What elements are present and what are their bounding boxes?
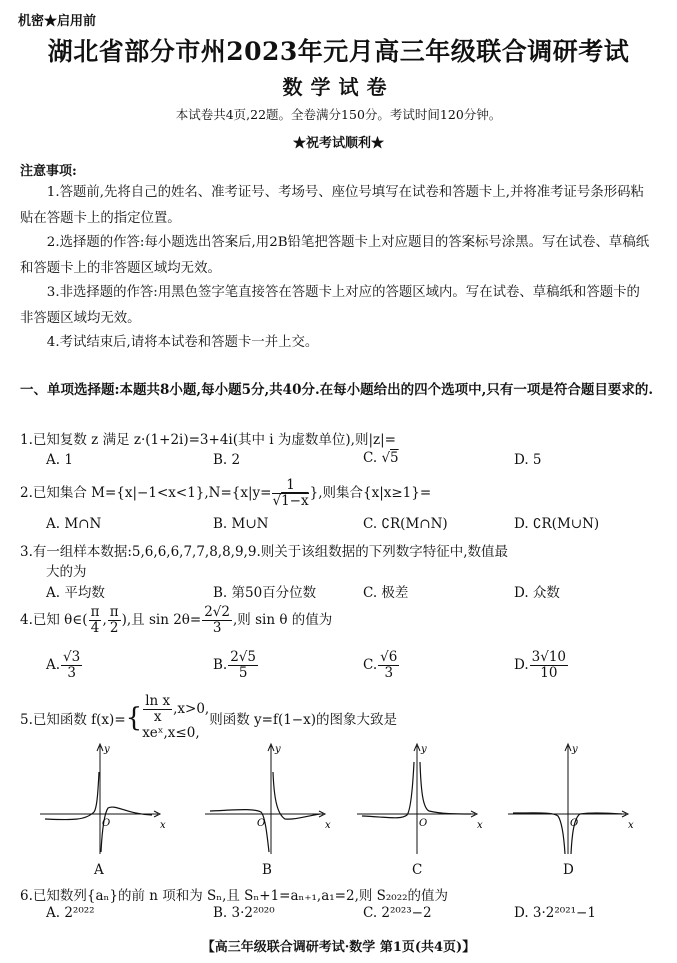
question-3-stem-cont: 大的为 <box>46 564 87 580</box>
q4-option-d: D. $\frac{3√10}{10}$ <box>514 649 567 681</box>
q1-option-b: B. 2 <box>213 452 241 468</box>
origin-label: O <box>257 818 266 829</box>
q4-option-c: C. $\frac{√6}{3}$ <box>363 649 398 681</box>
exam-title: 湖北省部分市州2023年元月高三年级联合调研考试 <box>47 37 630 66</box>
page-footer: 【高三年级联合调研考试·数学 第1页(共4页)】 <box>201 940 476 955</box>
q3-option-d: D. 众数 <box>514 585 560 601</box>
question-3-stem: 3.有一组样本数据:5,6,6,6,7,7,8,8,9,9.则关于该组数据的下列数字特征中,数值最 <box>20 544 509 560</box>
y-axis-label: y <box>104 744 110 755</box>
q3-option-c: C. 极差 <box>363 585 409 601</box>
exam-info: 本试卷共4页,22题。全卷满分150分。考试时间120分钟。 <box>175 107 502 122</box>
graph-b <box>205 742 335 862</box>
question-5-stem: 5.已知函数 f(x)={ $\frac{\text{ln x}}{x}$ ,x>0, xeˣ,x≤0, 则函数 y=f(1−x)的图象大致是 <box>20 693 397 741</box>
graph-label: A <box>94 862 104 878</box>
origin-label: O <box>419 818 428 829</box>
x-axis-label: x <box>477 820 483 831</box>
graph-label: B <box>262 862 272 878</box>
notes-heading: 注意事项: <box>20 164 77 179</box>
q2-option-c: C. ∁R(M∩N) <box>363 516 448 532</box>
q2-option-a: A. M∩N <box>46 516 102 532</box>
graph-c <box>357 742 487 862</box>
q1-option-c: C. √5 <box>363 450 399 466</box>
note-item: 2.选择题的作答:每小题选出答案后,用2B铅笔把答题卡上对应题目的答案标号涂黑。写在试卷、草稿纸和答题卡上的非答题区域均无效。 <box>20 235 650 276</box>
note-item: 1.答题前,先将自己的姓名、准考证号、考场号、座位号填写在试卷和答题卡上,并将准考证号条形码粘贴在答题卡上的指定位置。 <box>20 185 644 226</box>
question-1-stem: 1.已知复数 z 满足 z·(1+2i)=3+4i(其中 i 为虚数单位),则|z|= <box>20 432 396 448</box>
graph-label: D <box>563 862 574 878</box>
good-luck-line: ★祝考试顺利★ <box>292 136 384 151</box>
y-axis-label: y <box>421 744 427 755</box>
question-4-stem: 4.已知 θ∈( $\frac{\pi}{4}$ , $\frac{\pi}{2}$ ),且 sin 2θ= $\frac{2√2}{3}$ ,则 sin θ 的值为 <box>20 604 333 636</box>
graph-d <box>508 742 638 862</box>
origin-label: O <box>570 818 579 829</box>
q3-option-a: A. 平均数 <box>46 585 105 601</box>
y-axis-label: y <box>275 744 281 755</box>
question-6-stem: 6.已知数列{aₙ}的前 n 项和为 Sₙ,且 Sₙ+1=aₙ₊₁,a₁=2,则 S₂₀₂₂的值为 <box>20 888 449 904</box>
origin-label: O <box>102 818 111 829</box>
q3-option-b: B. 第50百分位数 <box>213 585 317 601</box>
q1-option-a: A. 1 <box>46 452 73 468</box>
q4-option-a: A. $\frac{√3}{3}$ <box>46 649 81 681</box>
q2-option-b: B. M∪N <box>213 516 269 532</box>
section-heading: 一、单项选择题:本题共8小题,每小题5分,共40分.在每小题给出的四个选项中,只有一项是符合题目要求的. <box>20 382 654 398</box>
note-item: 4.考试结束后,请将本试卷和答题卡一并上交。 <box>46 335 319 350</box>
x-axis-label: x <box>325 820 331 831</box>
confidential-mark: 机密★启用前 <box>18 14 97 29</box>
q6-option-b: B. 3·2²⁰²⁰ <box>213 905 275 921</box>
q2-option-d: D. ∁R(M∪N) <box>514 516 600 532</box>
question-2-stem: 2.已知集合 M={x|−1<x<1},N={x|y= $\frac{1}{√1-x}$ },则集合{x|x≥1}= <box>20 477 432 509</box>
q6-option-d: D. 3·2²⁰²¹−1 <box>514 905 596 921</box>
graph-label: C <box>412 862 423 878</box>
exam-subtitle: 数学试卷 <box>282 75 395 99</box>
q6-option-a: A. 2²⁰²² <box>46 905 95 921</box>
graph-a <box>40 742 170 862</box>
y-axis-label: y <box>572 744 578 755</box>
q6-option-c: C. 2²⁰²³−2 <box>363 905 432 921</box>
x-axis-label: x <box>628 820 634 831</box>
x-axis-label: x <box>160 820 166 831</box>
q1-option-d: D. 5 <box>514 452 542 468</box>
q4-option-b: B. $\frac{2√5}{5}$ <box>213 649 256 681</box>
note-item: 3.非选择题的作答:用黑色签字笔直接答在答题卡上对应的答题区域内。写在试卷、草稿纸和答题卡的非答题区域均无效。 <box>20 285 640 326</box>
